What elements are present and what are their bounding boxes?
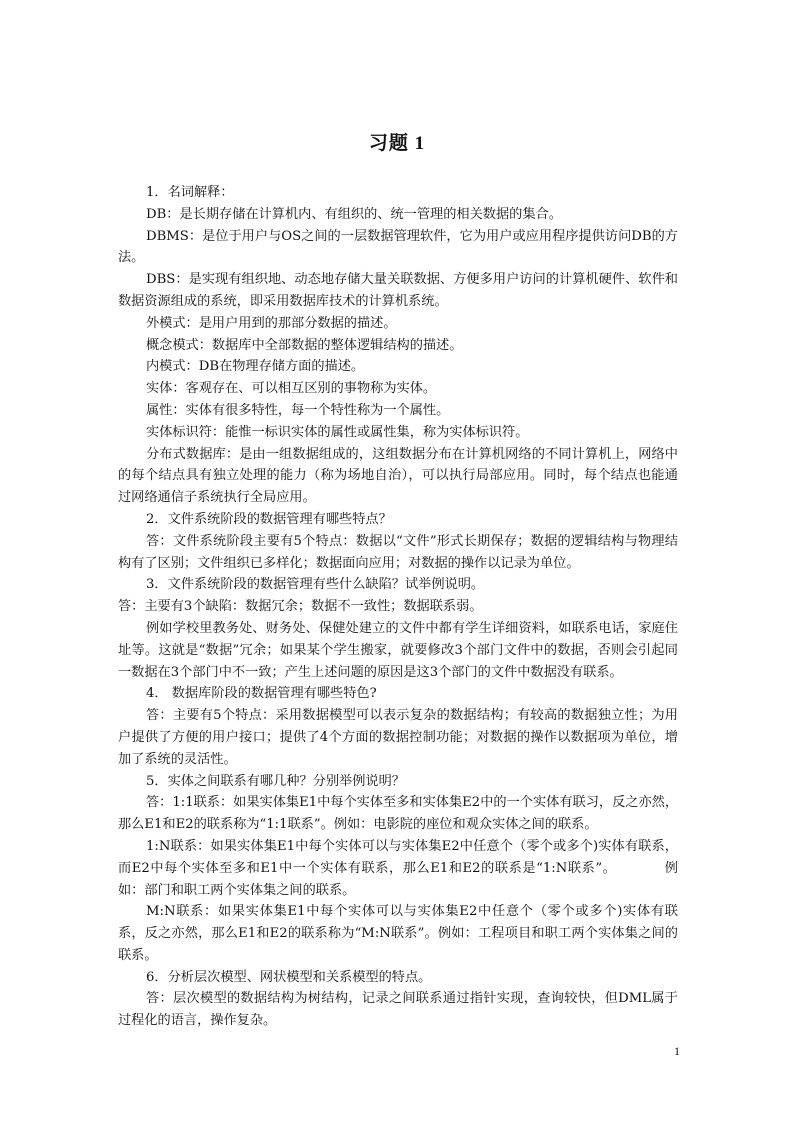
definition-paragraph: 内模式：DB在物理存储方面的描述。	[146, 359, 365, 375]
definition-paragraph: 属性：实体有很多特性，每一个特性称为一个属性。	[146, 402, 450, 418]
answer-paragraph: 答：文件系统阶段主要有5个特点：数据以“文件”形式长期保存；数据的逻辑结构与物理结构有了区别；文件组织已多样化；数据面向应用；对数据的操作以记录为单位。	[118, 533, 678, 571]
definition-paragraph: 外模式：是用户用到的那部分数据的描述。	[146, 315, 397, 331]
question-heading: 2．文件系统阶段的数据管理有哪些特点？	[146, 511, 392, 527]
answer-paragraph: 答：主要有5个特点：采用数据模型可以表示复杂的数据结构；有较高的数据独立性；为用户提供了方便的用户接口；提供了4个方面的数据控制功能；对数据的操作以数据项为单位，增加了系统的灵活性。	[118, 708, 678, 767]
question-heading: 1．名词解释：	[146, 185, 234, 200]
definition-paragraph: DB：是长期存储在计算机内、有组织的、统一管理的相关数据的集合。	[146, 206, 562, 222]
document-body	[118, 182, 678, 1032]
answer-paragraph: 答：层次模型的数据结构为树结构，记录之间联系通过指针实现，查询较快，但DML属于过程化的语言，操作复杂。	[118, 991, 678, 1029]
answer-paragraph: M:N联系：如果实体集E1中每个实体可以与实体集E2中任意个（零个或多个)实体有联系，反之亦然，那么E1和E2的联系称为“M:N联系”。例如：工程项目和职工两个实体集之间的联系。	[118, 904, 678, 963]
definition-paragraph: DBS：是实现有组织地、动态地存储大量关联数据、方便多用户访问的计算机硬件、软件和数据资源组成的系统，即采用数据库技术的计算机系统。	[118, 272, 678, 309]
definition-paragraph: 实体标识符：能惟一标识实体的属性或属性集，称为实体标识符。	[146, 424, 529, 440]
answer-paragraph: 答：1:1联系：如果实体集E1中每个实体至多和实体集E2中的一个实体有联习，反之亦然，那么E1和E2的联系称为“1:1联系”。例如：电影院的座位和观众实体之间的联系。	[118, 795, 679, 833]
answer-paragraph: 答：主要有3个缺陷：数据冗余；数据不一致性；数据联系弱。	[118, 599, 483, 615]
question-heading: 6．分析层次模型、网状模型和关系模型的特点。	[146, 969, 432, 985]
question-heading: 3．文件系统阶段的数据管理有些什么缺陷？试举例说明。	[146, 577, 485, 593]
definition-paragraph: 实体：客观存在、可以相互区别的事物称为实体。	[146, 381, 437, 397]
page-title: 习题 1	[368, 133, 426, 154]
definition-paragraph: DBMS：是位于用户与OS之间的一层数据管理软件，它为用户或应用程序提供访问DB的方法。	[118, 228, 678, 266]
answer-paragraph: 1:N联系：如果实体集E1中每个实体可以与实体集E2中任意个（零个或多个)实体有联系，而E2中每个实体至多和E1中一个实体有联系，那么E1和E2的联系是“1:N联系”。 例如：部门和职工两个实体集之间的联系。	[118, 838, 678, 898]
answer-paragraph: 例如学校里教务处、财务处、保健处建立的文件中都有学生详细资料，如联系电话，家庭住址等。这就是“数据”冗余；如果某个学生搬家，就要修改3个部门文件中的数据，否则会引起同一数据在3个部门中不一致；产生上述问题的原因是这3个部门的文件中数据没有联系。	[118, 620, 678, 680]
definition-paragraph: 分布式数据库：是由一组数据组成的，这组数据分布在计算机网络的不同计算机上，网络中的每个结点具有独立处理的能力（称为场地自治），可以执行局部应用。同时，每个结点也能通过网络通信子系统执行全局应用。	[118, 446, 678, 506]
page-number: 1	[674, 1044, 680, 1058]
question-heading: 4． 数据库阶段的数据管理有哪些特色?	[146, 686, 377, 702]
definition-paragraph: 概念模式：数据库中全部数据的整体逻辑结构的描述。	[146, 337, 463, 353]
question-heading: 5．实体之间联系有哪几种？分别举例说明？	[146, 773, 405, 789]
